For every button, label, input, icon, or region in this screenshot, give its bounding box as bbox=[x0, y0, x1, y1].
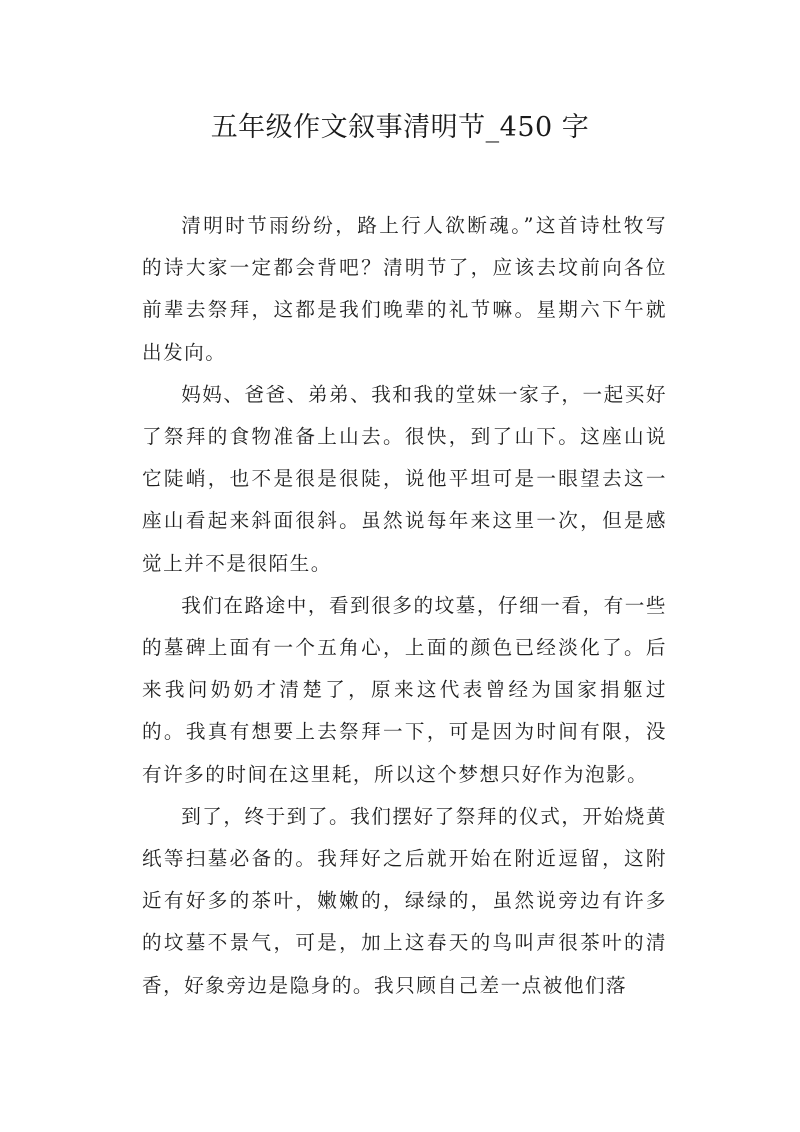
document-body bbox=[142, 205, 667, 1007]
paragraph-2: 妈妈、爸爸、弟弟、我和我的堂妹一家子，一起买好了祭拜的食物准备上山去。很快，到了山下。这座山说它陡峭，也不是很是很陡，说他平坦可是一眼望去这一座山看起来斜面很斜。虽然说每年来这里一次，但是感觉上并不是很陌生。 bbox=[142, 382, 667, 575]
paragraph-1: 清明时节雨纷纷，路上行人欲断魂。”这首诗杜牧写的诗大家一定都会背吧？清明节了，应该去坟前向各位前辈去祭拜，这都是我们晚辈的礼节嘛。星期六下午就出发向。 bbox=[142, 214, 667, 364]
document-title: 五年级作文叙事清明节_450 字 bbox=[210, 112, 590, 143]
paragraph-3: 我们在路途中，看到很多的坟墓，仔细一看，有一些的墓碑上面有一个五角心，上面的颜色已经淡化了。后来我问奶奶才清楚了，原来这代表曾经为国家捐躯过的。我真有想要上去祭拜一下，可是因为时间有限，没有许多的时间在这里耗，所以这个梦想只好作为泡影。 bbox=[142, 593, 667, 786]
paragraph-4: 到了，终于到了。我们摆好了祭拜的仪式，开始烧黄纸等扫墓必备的。我拜好之后就开始在附近逗留，这附近有好多的茶叶，嫩嫩的，绿绿的，虽然说旁边有许多的坟墓不景气，可是，加上这春天的鸟叫声很茶叶的清香，好象旁边是隐身的。我只顾自己差一点被他们落 bbox=[142, 804, 667, 997]
